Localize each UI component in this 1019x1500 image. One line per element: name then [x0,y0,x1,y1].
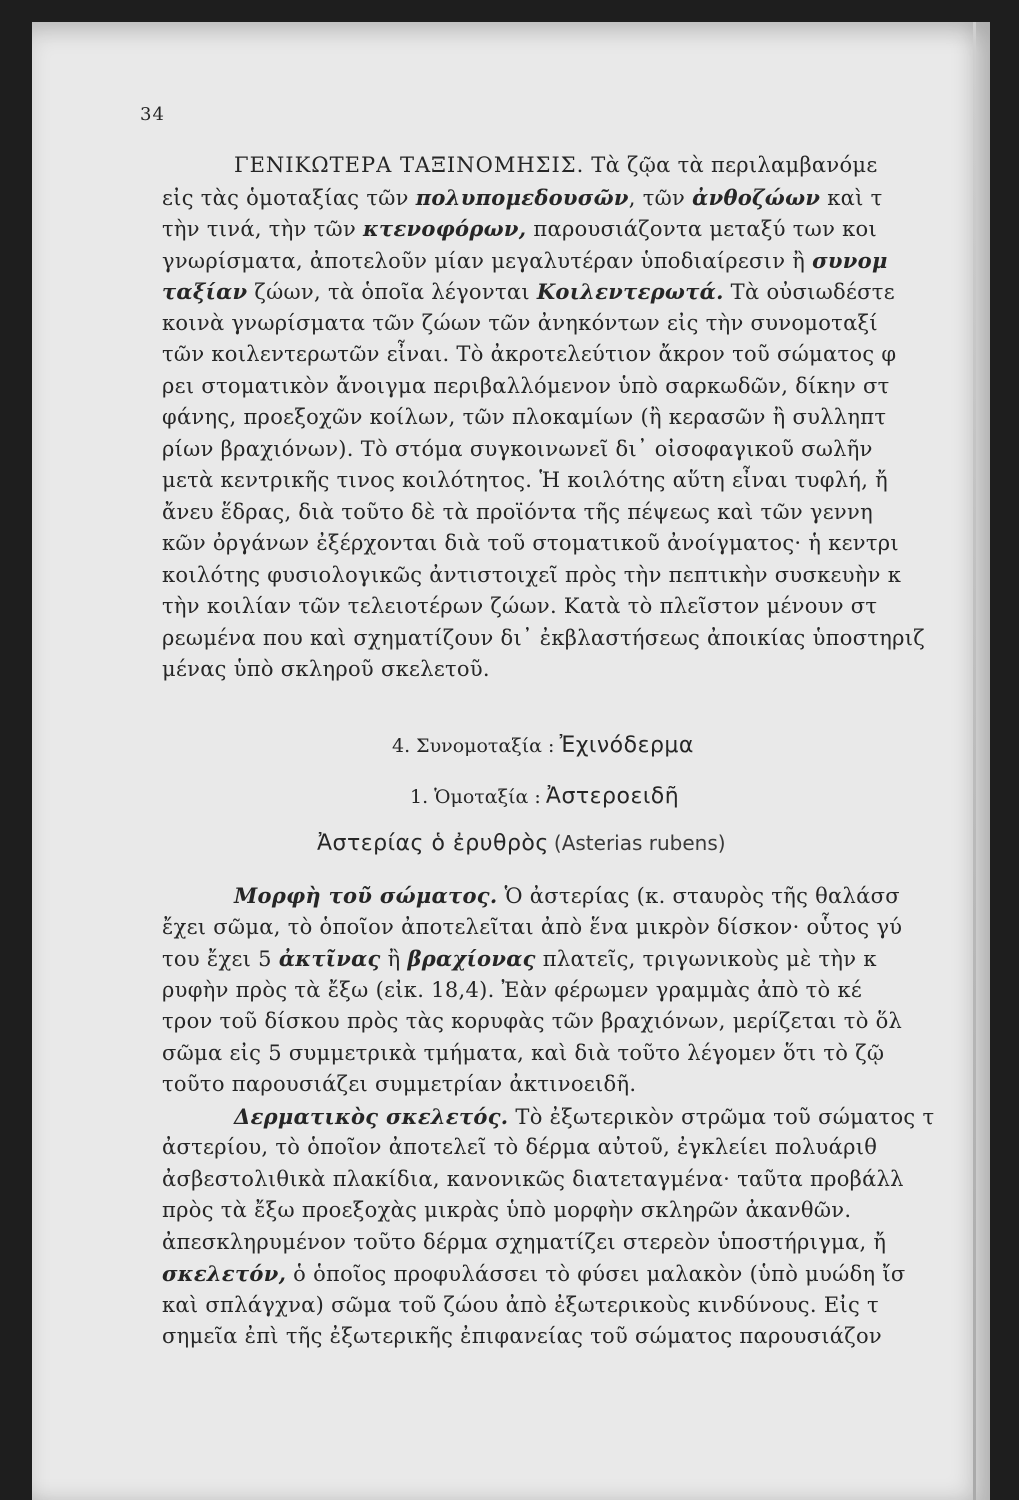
text-run: ὁ ὁποῖος προφυλάσσει τὸ φύσει μαλακὸν (ὑπὸ μυώδη ἴσ [286,1262,906,1286]
text-run: ἀστερίου, τὸ ὁποῖον ἀποτελεῖ τὸ δέρμα αὐτοῦ, ἐγκλείει πολυάριθ [162,1135,878,1159]
text-line [162,182,997,214]
species-name: Ἀστερίας ὁ ἐρυθρὸς [317,831,549,856]
text-line [162,1101,997,1133]
text-line [162,591,997,623]
text-run: καὶ σπλάγχνα) σῶμα τοῦ ζώου ἀπὸ ἐξωτερικοὺς κινδύνους. Εἰς τ [162,1292,879,1317]
text-line [162,434,997,466]
emphasized-term: ἀκτῖνας [278,946,381,971]
text-run: ἀπεσκληρυμένον τοῦτο δέρμα σχηματίζει στερεὸν ὑποστήριγμα, ἤ [162,1229,887,1254]
emphasized-term: ἀνθοζώων [692,184,821,210]
text-run: ἄνευ ἕδρας, διὰ τοῦτο δὲ τὰ προϊόντα τῆς πέψεως καὶ τῶν γεννη [162,499,873,524]
text-line [162,912,997,944]
text-run: ἢ [380,947,408,971]
text-run: ζώων, τὰ ὁποῖα λέγονται [247,280,537,304]
text-run: Τὰ οὐσιωδέστε [723,280,895,304]
text-run: ρει στοματικὸν ἄνοιγμα περιβαλλόμενον ὑπὸ σαρκωδῶν, δίκην στ [162,373,890,398]
text-run: τρον τοῦ δίσκου πρὸς τὰς κορυφὰς τῶν βραχιόνων, μερίζεται τὸ ὅλ [162,1009,903,1033]
text-run: του ἔχει 5 [162,947,279,971]
text-line [162,1038,997,1070]
class-name: Ἀστεροειδῆ [545,784,680,809]
text-run: ρίων βραχιόνων). Τὸ στόμα συγκοινωνεῖ δι᾿ οἰσοφαγικοῦ σωλῆν [162,436,873,461]
species-latin-name: (Asterias rubens) [553,831,726,855]
text-line [162,943,997,975]
text-run: παρουσιάζοντα μεταξύ των κοι [526,217,878,241]
species-heading [317,831,726,856]
text-line [162,1132,997,1164]
emphasized-term: ταξίαν [162,279,248,304]
text-line [162,371,997,403]
text-run: μετὰ κεντρικῆς τινος κοιλότητος. Ἡ κοιλότης αὕτη εἶναι τυφλή, ἤ [162,468,889,492]
text-run: τῶν κοιλεντερωτῶν εἶναι. Τὸ ἀκροτελεύτιον ἄκρον τοῦ σώματος φ [162,342,897,366]
text-run: Τὸ ἐξωτερικὸν στρῶμα τοῦ σώματος τ [508,1104,935,1129]
emphasized-term: σκελετόν, [162,1261,287,1286]
phylum-heading [392,733,694,758]
emphasized-term: βραχίονας [407,946,536,971]
text-run: , τῶν [628,185,693,210]
emphasized-term: κτενοφόρων, [363,216,527,241]
page-number: 34 [140,104,165,125]
text-line [162,654,997,686]
text-run: γνωρίσματα, ἀποτελοῦν μίαν μεγαλυτέραν ὑποδιαίρεσιν ἢ [162,248,813,273]
text-line [162,497,997,529]
emphasized-term: συνομ [812,247,888,273]
text-run: Ὁ ἀστερίας (κ. σταυρὸς τῆς θαλάσσ [497,884,900,908]
text-line [162,1258,997,1290]
text-run: κῶν ὀργάνων ἐξέρχονται διὰ τοῦ στοματικοῦ ἀνοίγματος· ἡ κεντρι [162,531,899,555]
text-run: σημεῖα ἐπὶ τῆς ἐξωτερικῆς ἐπιφανείας τοῦ σώματος παρουσιάζον [162,1324,882,1348]
text-run: σῶμα εἰς 5 συμμετρικὰ τμήματα, καὶ διὰ τοῦτο λέγομεν ὅτι τὸ ζῷ [162,1040,885,1065]
text-line [162,245,997,277]
text-line [162,402,997,434]
text-run: τὴν κοιλίαν τῶν τελειοτέρων ζώων. Κατὰ τὸ πλεῖστον μένουν στ [162,594,878,618]
text-line [162,560,997,592]
text-line [162,1069,997,1101]
text-run: πλατεῖς, τριγωνικοὺς μὲ τὴν κ [535,947,877,971]
text-line [162,1164,997,1196]
section-heading: ΓΕΝΙΚΩΤΕΡΑ ΤΑΞΙΝΟΜΗΣΙΣ. [234,153,585,177]
text-line [162,975,997,1007]
text-line [162,150,997,182]
text-line [162,308,997,340]
text-run: καὶ τ [820,185,883,210]
text-line [162,1006,997,1038]
text-line [162,339,997,371]
text-line [162,213,997,245]
text-line [162,623,997,655]
text-run: φάνης, προεξοχῶν κοίλων, τῶν πλοκαμίων (ἢ κερασῶν ἢ συλληπτ [162,405,887,429]
text-run: ρεωμένα που καὶ σχηματίζουν δι᾿ ἐκβλαστήσεως ἀποικίας ὑποστηριζ [162,625,925,650]
text-line [162,528,997,560]
text-line [162,276,997,308]
phylum-name: Ἐχινόδερμα [559,733,694,758]
emphasized-term: Μορφὴ τοῦ σώματος. [234,883,498,908]
text-run: τοῦτο παρουσιάζει συμμετρίαν ἀκτινοειδῆ. [162,1072,637,1096]
text-line [162,1321,997,1353]
text-line [162,1290,997,1322]
text-run: ἀσβεστολιθικὰ πλακίδια, κανονικῶς διατεταγμένα· ταῦτα προβάλλ [162,1166,904,1191]
text-run: ἔχει σῶμα, τὸ ὁποῖον ἀποτελεῖται ἀπὸ ἕνα μικρὸν δίσκον· οὗτος γύ [162,914,903,939]
class-heading [410,784,679,809]
text-run: πρὸς τὰ ἔξω προεξοχὰς μικρὰς ὑπὸ μορφὴν σκληρῶν ἀκανθῶν. [162,1198,852,1222]
class-prefix: 1. Ὁμοταξία : [410,786,541,808]
text-run: κοιλότης φυσιολογικῶς ἀντιστοιχεῖ πρὸς τὴν πεπτικὴν συσκευὴν κ [162,562,902,587]
section-starfish [162,880,997,1353]
emphasized-term: Δερματικὸς σκελετός. [234,1103,509,1129]
text-line [162,880,997,912]
text-run: κοινὰ γνωρίσματα τῶν ζώων τῶν ἀνηκόντων εἰς τὴν συνομοταξί [162,310,878,335]
text-line [162,1227,997,1259]
phylum-prefix: 4. Συνομοταξία : [392,735,555,757]
text-run: εἰς τὰς ὁμοταξίας τῶν [162,185,416,210]
text-run: Τὰ ζῷα τὰ περιλαμβανόμε [584,153,878,177]
text-run: ρυφὴν πρὸς τὰ ἔξω (εἰκ. 18,4). Ἐὰν φέρωμεν γραμμὰς ἀπὸ τὸ κέ [162,977,863,1002]
text-run: μένας ὑπὸ σκληροῦ σκελετοῦ. [162,657,490,681]
section-general-classification [162,150,997,686]
text-line [162,1195,997,1227]
emphasized-term: πολυπομεδουσῶν [415,184,629,210]
emphasized-term: Κοιλεντερωτά. [536,279,724,304]
text-line [162,465,997,497]
text-run: τὴν τινά, τὴν τῶν [162,217,364,241]
